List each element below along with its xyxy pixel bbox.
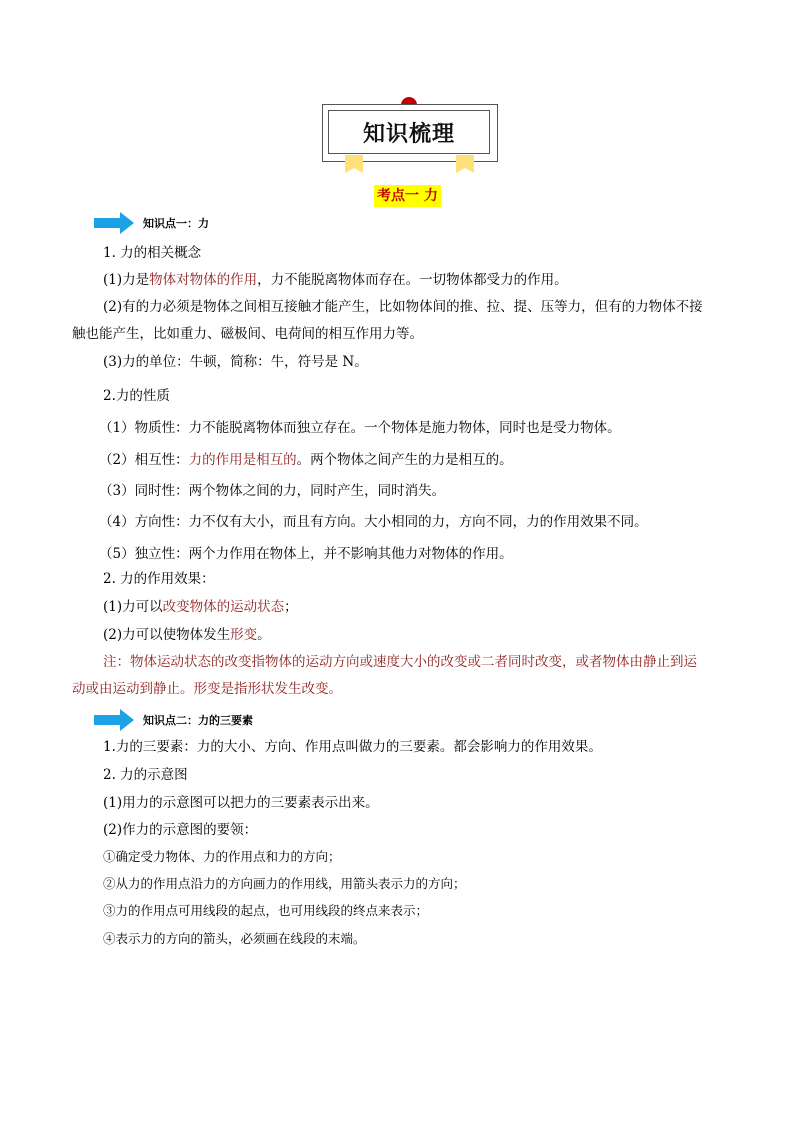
kp1-prop2-emphasis: 力的作用是相互的: [188, 452, 297, 468]
kp1-prop1: （1）物质性：力不能脱离物体而独立存在。一个物体是施力物体，同时也是受力物体。: [99, 420, 621, 436]
kp1-prop2: [99, 450, 513, 470]
kp1-prop4: （4）方向性：力不仅有大小，而且有方向。大小相同的力，方向不同，力的作用效果不同。: [99, 514, 648, 530]
kp1-p1-a: (1)力是: [103, 272, 150, 288]
kp2-line3: (1)用力的示意图可以把力的三要素表示出来。: [103, 795, 379, 811]
kp1-effect1-a: (1)力可以: [103, 599, 163, 615]
exam-point-heading: 考点一 力: [374, 185, 441, 207]
arrow-right-icon: [94, 212, 134, 234]
kp2-label: 知识点二：力的三要素: [143, 714, 253, 727]
kp1-section2-heading: 2.力的性质: [103, 388, 170, 404]
kp2-line4: (2)作力的示意图的要领：: [103, 822, 258, 838]
kp2-header: [94, 709, 253, 731]
kp1-header: [94, 212, 209, 234]
kp1-p1: [103, 270, 568, 290]
kp1-effect2-c: 。: [257, 627, 271, 643]
page-title: 知识梳理: [362, 121, 455, 147]
kp2-line6: ②从力的作用点沿力的方向画力的作用线，用箭头表示力的方向；: [103, 876, 466, 891]
title-plaque: [322, 104, 498, 162]
kp1-prop3: （3）同时性：两个物体之间的力，同时产生，同时消失。: [99, 483, 446, 499]
kp1-p1-emphasis: 物体对物体的作用: [149, 272, 258, 288]
kp1-effect2: [103, 625, 271, 645]
plaque-inner-frame: [328, 110, 490, 154]
ribbon-left: [345, 155, 363, 173]
kp1-section1-heading: 1. 力的相关概念: [103, 245, 202, 261]
arrow-right-icon: [94, 709, 134, 731]
kp1-prop2-c: 。两个物体之间产生的力是相互的。: [296, 452, 513, 468]
kp1-p2-line1: (2)有的力必须是物体之间相互接触才能产生，比如物体间的推、拉、提、压等力，但有的力物体不接: [103, 299, 703, 315]
kp1-p3: (3)力的单位：牛顿，简称：牛，符号是 N。: [103, 354, 368, 370]
kp2-line1: 1.力的三要素：力的大小、方向、作用点叫做力的三要素。都会影响力的作用效果。: [103, 739, 602, 755]
kp1-effect2-a: (2)力可以使物体发生: [103, 627, 231, 643]
kp1-prop5: （5）独立性：两个力作用在物体上，并不影响其他力对物体的作用。: [99, 546, 513, 562]
kp1-label: 知识点一：力: [143, 217, 209, 230]
kp2-line8: ④表示力的方向的箭头，必须画在线段的末端。: [103, 931, 366, 946]
kp1-effect1: [103, 597, 298, 617]
kp1-prop2-a: （2）相互性：: [99, 452, 189, 468]
kp1-section3-heading: 2. 力的作用效果：: [103, 571, 215, 587]
kp2-line7: ③力的作用点可用线段的起点，也可用线段的终点来表示；: [103, 903, 429, 918]
ribbon-right: [456, 155, 474, 173]
kp1-effect2-emphasis: 形变: [230, 627, 258, 643]
kp1-note-line1: 注：物体运动状态的改变指物体的运动方向或速度大小的改变或二者同时改变，或者物体由静止到运: [103, 654, 697, 670]
kp1-effect1-emphasis: 改变物体的运动状态: [162, 599, 285, 615]
kp1-p1-c: ，力不能脱离物体而存在。一切物体都受力的作用。: [257, 272, 568, 288]
kp2-line2: 2. 力的示意图: [103, 767, 188, 783]
kp1-effect1-c: ；: [284, 599, 298, 615]
kp2-line5: ①确定受力物体、力的作用点和力的方向；: [103, 849, 341, 864]
kp1-p2-line2: 触也能产生，比如重力、磁极间、电荷间的相互作用力等。: [72, 326, 423, 342]
kp1-note-line2: 动或由运动到静止。形变是指形状发生改变。: [72, 681, 342, 697]
